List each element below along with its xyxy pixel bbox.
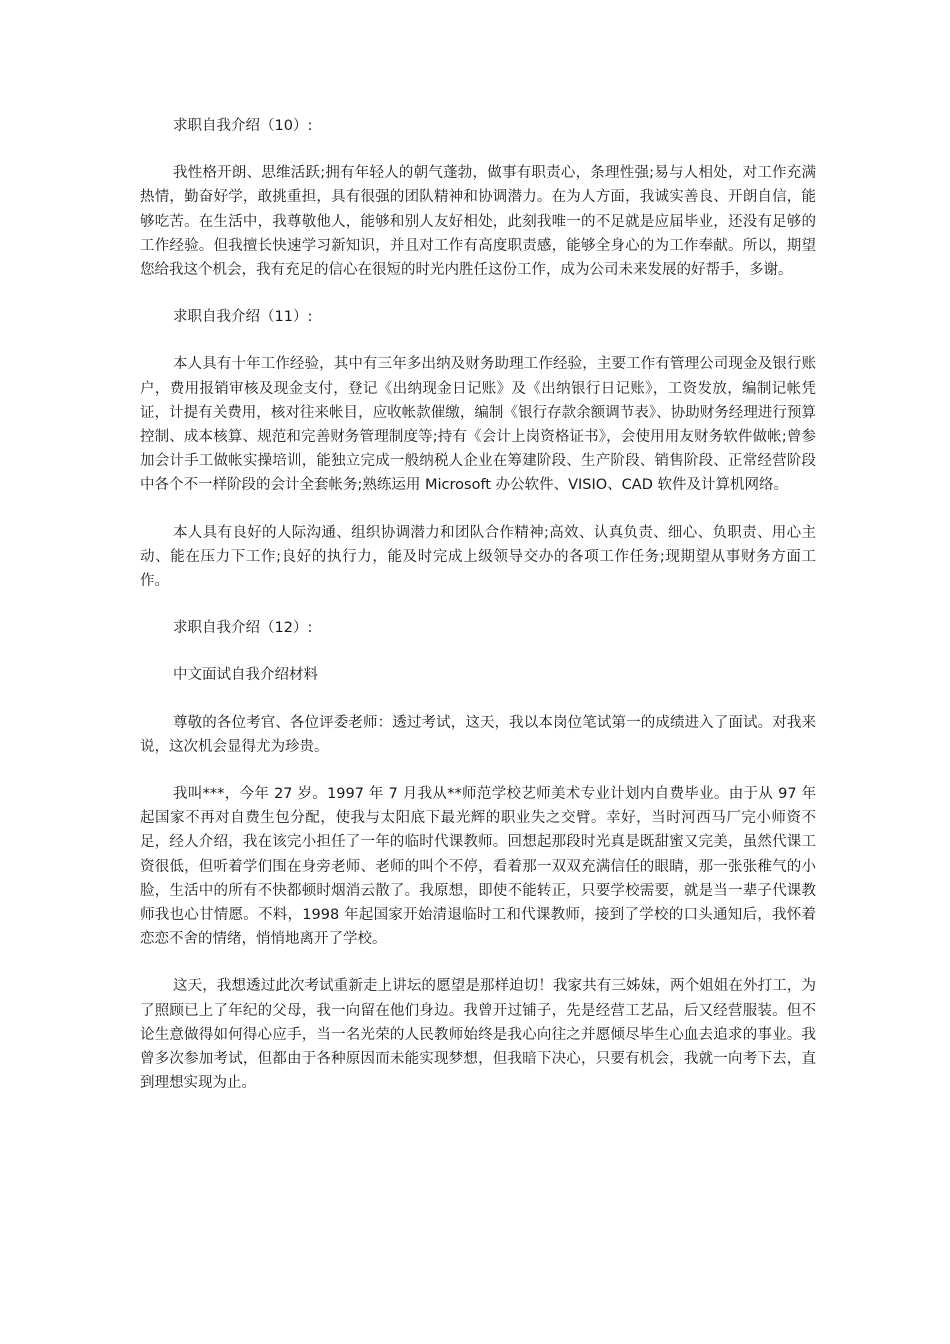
section-heading-11: 求职自我介绍（11）: bbox=[173, 309, 313, 326]
paragraph: 本人具有十年工作经验，其中有三年多出纳及财务助理工作经验，主要工作有管理公司现金及银行账户，费用报销审核及现金支付，登记《出纳现金日记账》及《出纳银行日记账》，工资发放，编制记帐凭证，计提有关费用，核对往来帐目，应收帐款催缴，编制《银行存款余额调节表》、协助财务经理进行预算控制、成本核算、规范和完善财务管理制度等;持有《会计上岗资格证书》，会使用用友财务软件做帐;曾参加会计手工做帐实操培训，能独立完成一般纳税人企业在筹建阶段、生产阶段、销售阶段、正常经营阶段中各个不一样阶段的会计全套帐务;熟练运用 Microsoft 办公软件、VISIO、CAD 软件及计算机网络。 bbox=[140, 356, 816, 494]
section-heading-12: 求职自我介绍（12）: bbox=[173, 620, 313, 637]
paragraph: 我叫***，今年 27 岁。1997 年 7 月我从**师范学校艺师美术专业计划内自费毕业。由于从 97 年起国家不再对自费生包分配，使我与太阳底下最光辉的职业失之交臂。幸好，当时河西马厂完小师资不足，经人介绍，我在该完小担任了一年的临时代课教师。回想起那段时光真是既甜蜜又完美，虽然代课工资很低，但听着学们围在身旁老师、老师的叫个不停，看着那一双双充满信任的眼睛，那一张张稚气的小脸，生活中的所有不快都顿时烟消云散了。我原想，即使不能转正，只要学校需要，就是当一辈子代课教师我也心甘情愿。不料，1998 年起国家开始清退临时工和代课教师，接到了学校的口头通知后，我怀着恋恋不舍的情绪，悄悄地离开了学校。 bbox=[140, 786, 816, 948]
paragraph: 这天，我想透过此次考试重新走上讲坛的愿望是那样迫切！我家共有三姊妹，两个姐姐在外打工，为了照顾已上了年纪的父母，我一向留在他们身边。我曾开过铺子，先是经营工艺品，后又经营服装。但不论生意做得如何得心应手，当一名光荣的人民教师始终是我心向往之并愿倾尽毕生心血去追求的事业。我曾多次参加考试，但都由于各种原因而未能实现梦想，但我暗下决心，只要有机会，我就一向考下去，直到理想实现为止。 bbox=[140, 978, 816, 1092]
subheading: 中文面试自我介绍材料 bbox=[173, 667, 318, 684]
paragraph: 尊敬的各位考官、各位评委老师：透过考试，这天，我以本岗位笔试第一的成绩进入了面试。对我来说，这次机会显得尤为珍贵。 bbox=[140, 714, 816, 755]
paragraph: 我性格开朗、思维活跃;拥有年轻人的朝气蓬勃，做事有职责心，条理性强;易与人相处，对工作充满热情，勤奋好学，敢挑重担，具有很强的团队精神和协调潜力。在为人方面，我诚实善良、开朗自信，能够吃苦。在生活中，我尊敬他人，能够和别人友好相处，此刻我唯一的不足就是应届毕业，还没有足够的工作经验。但我擅长快速学习新知识，并且对工作有高度职责感，能够全身心的为工作奉献。所以，期望您给我这个机会，我有充足的信心在很短的时光内胜任这份工作，成为公司未来发展的好帮手，多谢。 bbox=[140, 165, 816, 279]
paragraph: 本人具有良好的人际沟通、组织协调潜力和团队合作精神;高效、认真负责、细心、负职责、用心主动、能在压力下工作;良好的执行力，能及时完成上级领导交办的各项工作任务;现期望从事财务方面工作。 bbox=[140, 524, 816, 590]
section-heading-10: 求职自我介绍（10）: bbox=[173, 118, 313, 134]
document-body bbox=[140, 114, 816, 1119]
